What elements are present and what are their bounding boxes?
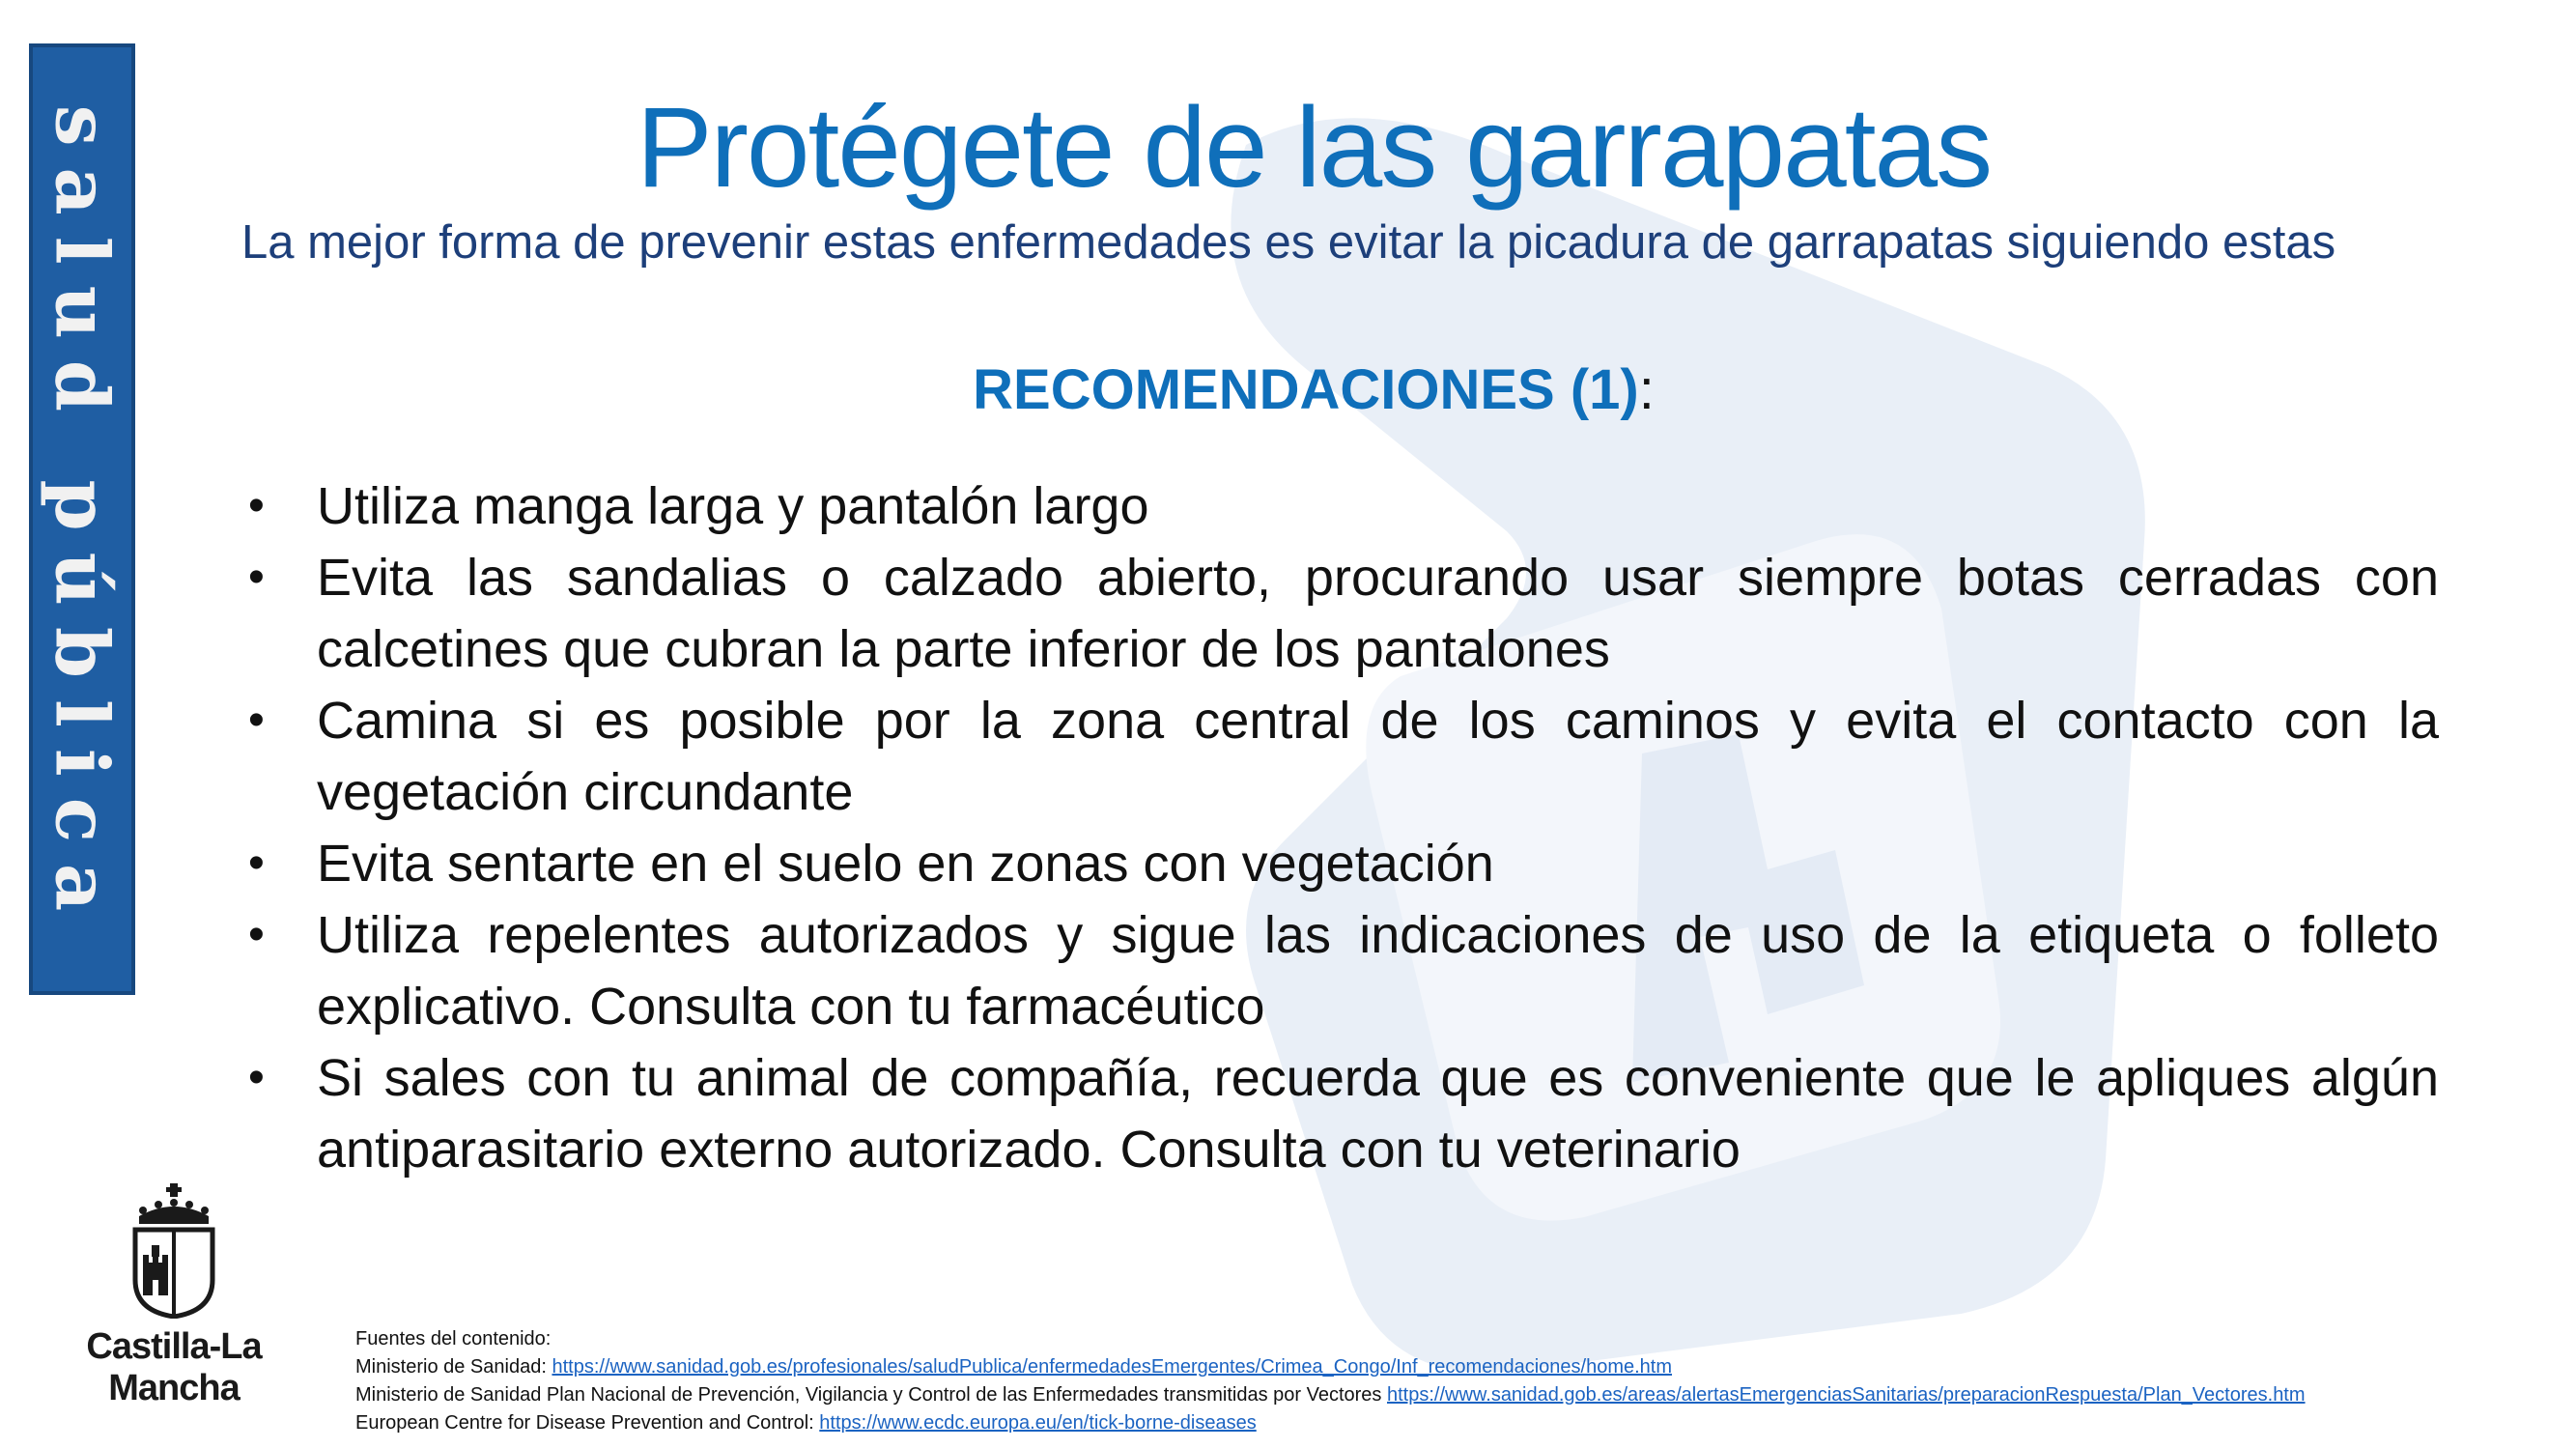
list-item [246, 828, 2439, 899]
source-row [355, 1409, 2567, 1437]
source-link[interactable]: https://www.sanidad.gob.es/areas/alertasEmergenciasSanitarias/preparacionRespuesta/Plan_Vectores.htm [1387, 1384, 2306, 1406]
source-row [355, 1381, 2567, 1409]
source-link[interactable]: https://www.ecdc.europa.eu/en/tick-borne-diseases [819, 1412, 1257, 1434]
sources-heading: Fuentes del contenido: [355, 1328, 552, 1350]
bullet-icon: • [248, 480, 265, 531]
section-heading [0, 357, 2576, 422]
source-label: European Centre for Disease Prevention and Control: [355, 1412, 820, 1434]
bullet-icon: • [248, 1052, 265, 1103]
list-item-text: Evita sentarte en el suelo en zonas con vegetación [317, 835, 1494, 893]
banner-text: salud pública [39, 104, 126, 933]
castilla-la-mancha-logo [29, 1183, 319, 1408]
source-link[interactable]: https://www.sanidad.gob.es/profesionales/saludPublica/enfermedadesEmergentes/Crimea_Congo/Inf_recomendaciones/home.htm [552, 1356, 1673, 1378]
source-label: Ministerio de Sanidad Plan Nacional de Prevención, Vigilancia y Control de las Enfermedades transmitidas por Vectores [355, 1384, 1387, 1406]
castle-crown-emblem-icon [126, 1183, 222, 1319]
recommendations-list [246, 470, 2439, 1185]
section-heading-text: RECOMENDACIONES (1) [973, 358, 1639, 421]
bullet-icon: • [248, 838, 265, 889]
source-label: Ministerio de Sanidad: [355, 1356, 552, 1378]
list-item-text: Utiliza repelentes autorizados y sigue las indicaciones de uso de la etiqueta o folleto explicativo. Consulta con tu farmacéutico [317, 906, 2439, 1036]
list-item [246, 542, 2439, 685]
list-item-text: Evita las sandalias o calzado abierto, procurando usar siempre botas cerradas con calcetines que cubran la parte inferior de los pantalones [317, 549, 2439, 678]
list-item [246, 685, 2439, 828]
bullet-icon: • [248, 909, 265, 960]
bullet-icon: • [248, 695, 265, 746]
sources-block [355, 1325, 2567, 1437]
source-row [355, 1353, 2567, 1381]
list-item-text: Si sales con tu animal de compañía, recuerda que es conveniente que le apliques algún antiparasitario externo autorizado. Consulta con tu veterinario [317, 1049, 2439, 1179]
list-item [246, 470, 2439, 542]
logo-text: Castilla-La Mancha [86, 1326, 262, 1408]
list-item [246, 1042, 2439, 1185]
bullet-icon: • [248, 552, 265, 603]
list-item-text: Utiliza manga larga y pantalón largo [317, 477, 1149, 535]
subtitle: La mejor forma de prevenir estas enfermedades es evitar la picadura de garrapatas siguiendo estas [241, 216, 2336, 269]
section-heading-colon: : [1638, 358, 1655, 421]
page-title: Protégete de las garrapatas [636, 84, 1992, 212]
list-item [246, 899, 2439, 1042]
list-item-text: Camina si es posible por la zona central de los caminos y evita el contacto con la vegetación circundante [317, 692, 2439, 821]
